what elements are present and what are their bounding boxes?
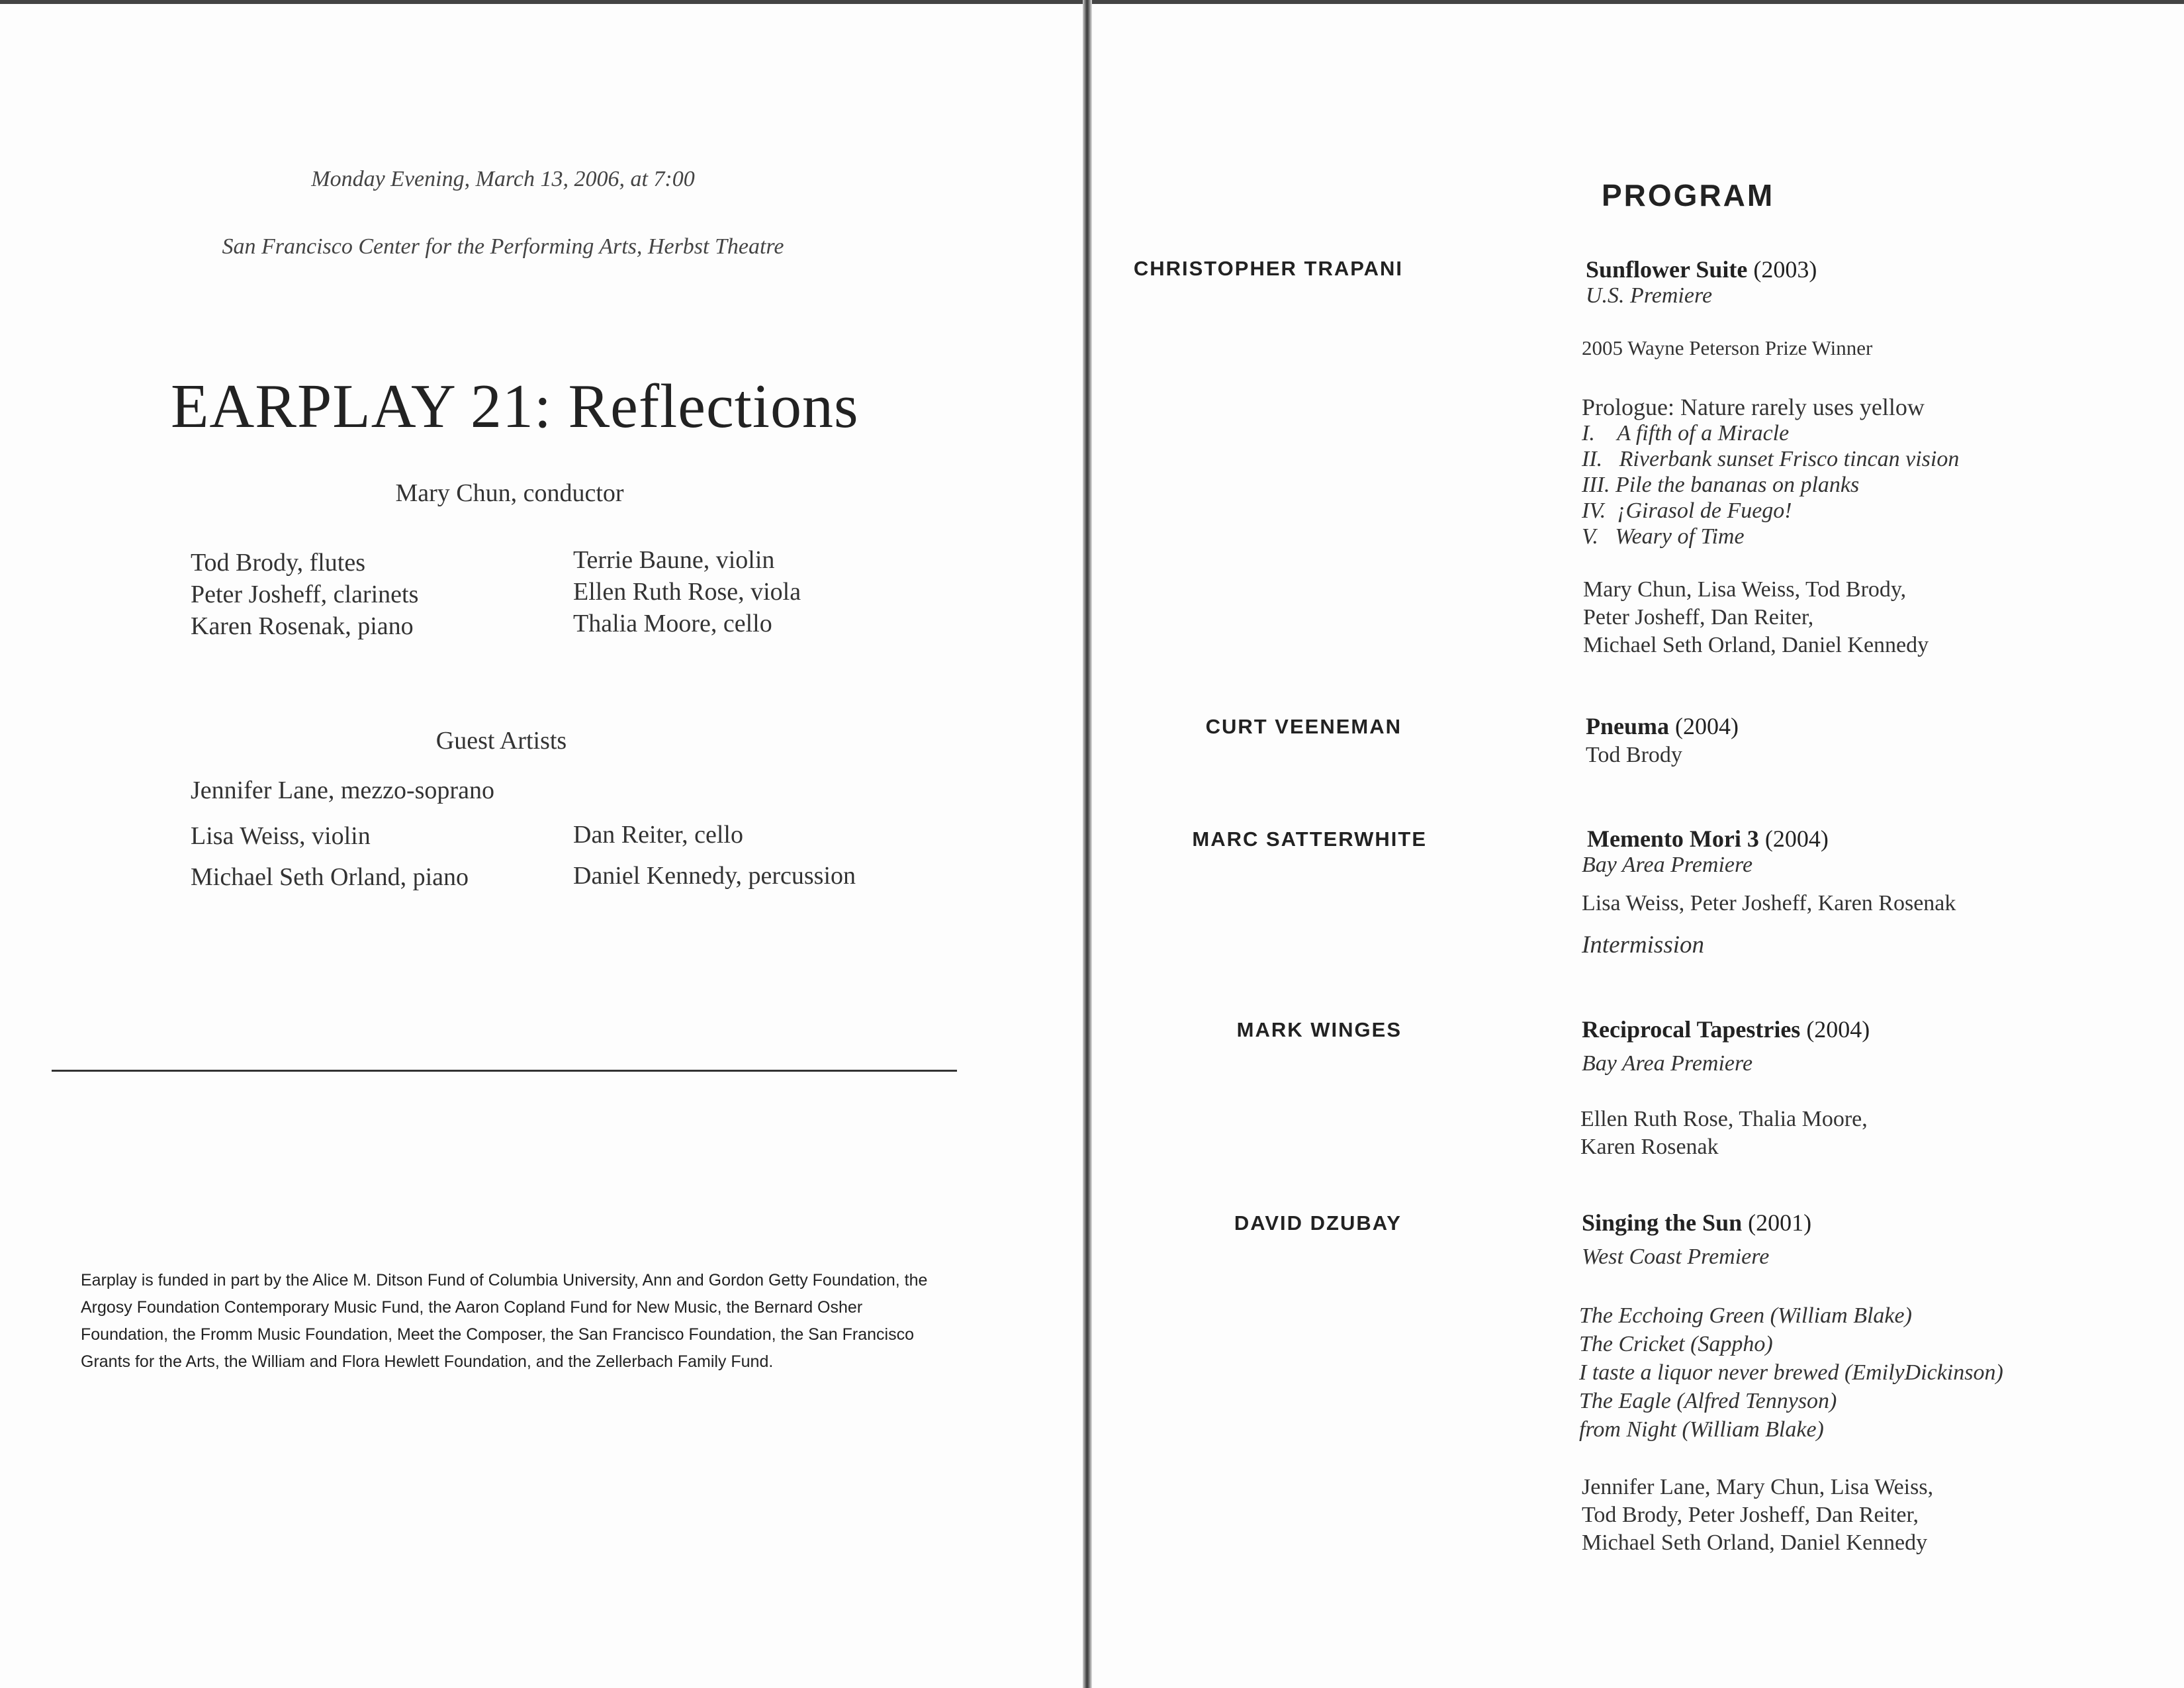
performer-line: Tod Brody, Peter Josheff, Dan Reiter, (1582, 1503, 1919, 1527)
performer-line: Mary Chun, Lisa Weiss, Tod Brody, (1583, 577, 1907, 602)
work-title: Singing the Sun (1582, 1209, 1743, 1236)
work-title-line (1586, 712, 1739, 740)
guest-artists-heading: Guest Artists (435, 727, 567, 755)
performer-line: Michael Seth Orland, Daniel Kennedy (1583, 633, 1929, 657)
composer-name: MARC SATTERWHITE (1192, 827, 1427, 851)
funding-statement: Earplay is funded in part by the Alice M. Ditson Fund of Columbia University, Ann and Gordon Getty Foundation, the Argosy Foundation Contemporary Music Fund, the Aaron Copland Fund for New Music, the Bernard Osher Foundation, the Fromm Music Foundation, Meet the Composer, the San Francisco Foundation, the San Francisco Grants for the Arts, the William and Flora Hewlett Foundation, and the Zellerbach Family Fund. (81, 1271, 928, 1371)
performer-line: Jennifer Lane, Mary Chun, Lisa Weiss, (1582, 1475, 1934, 1499)
divider-rule (52, 1070, 957, 1072)
work-year: (2004) (1675, 713, 1739, 739)
performers (1586, 741, 1682, 769)
conductor: Mary Chun, conductor (395, 479, 624, 507)
ensemble-member: Ellen Ruth Rose, viola (573, 578, 801, 606)
movement: The Cricket (Sappho) (1579, 1332, 1773, 1356)
work-title: Sunflower Suite (1586, 256, 1748, 283)
composer-name: CHRISTOPHER TRAPANI (1133, 257, 1403, 280)
movement: The Eagle (Alfred Tennyson) (1579, 1389, 1837, 1413)
guest-column-1 (191, 816, 469, 898)
guest-artist: Daniel Kennedy, percussion (573, 862, 856, 890)
composer-name: MARK WINGES (1236, 1018, 1402, 1041)
movement: from Night (William Blake) (1579, 1417, 1824, 1442)
ensemble-member: Peter Josheff, clarinets (191, 581, 419, 608)
movement-heading: Prologue: Nature rarely uses yellow (1582, 394, 1925, 420)
guest-artist: Dan Reiter, cello (573, 821, 743, 849)
performers (1582, 1474, 1933, 1557)
work-title: Reciprocal Tapestries (1582, 1016, 1801, 1043)
premiere-label: Bay Area Premiere (1582, 1051, 1753, 1076)
concert-title: EARPLAY 21: Reflections (171, 372, 859, 441)
performer-line: Lisa Weiss, Peter Josheff, Karen Rosenak (1582, 891, 1956, 915)
composer-name: DAVID DZUBAY (1234, 1211, 1402, 1235)
premiere-label: West Coast Premiere (1582, 1244, 1770, 1269)
page-top-edge (0, 0, 1083, 4)
performer-line: Karen Rosenak (1580, 1135, 1719, 1159)
work-title-line (1587, 825, 1829, 853)
performer-line: Peter Josheff, Dan Reiter, (1583, 605, 1814, 630)
performers (1580, 1105, 1868, 1161)
guest-column-2 (573, 814, 856, 896)
performer-line: Michael Seth Orland, Daniel Kennedy (1582, 1530, 1928, 1555)
ensemble-column-1 (191, 547, 418, 642)
performers (1582, 890, 1956, 917)
work-year: (2004) (1764, 825, 1829, 852)
guest-artist: Michael Seth Orland, piano (191, 863, 469, 891)
work-year: (2001) (1748, 1209, 1812, 1236)
composer-name: CURT VEENEMAN (1205, 715, 1402, 738)
performers (1583, 576, 1929, 659)
work-year: (2003) (1753, 256, 1817, 283)
work-title-line (1586, 256, 1817, 283)
movement: II. Riverbank sunset Frisco tincan vision (1582, 447, 1960, 471)
concert-venue: San Francisco Center for the Performing Arts, Herbst Theatre (222, 234, 784, 259)
movement: III. Pile the bananas on planks (1582, 473, 1860, 497)
performer-line: Ellen Ruth Rose, Thalia Moore, (1580, 1107, 1868, 1131)
movement: V. Weary of Time (1582, 524, 1745, 549)
concert-date: Monday Evening, March 13, 2006, at 7:00 (311, 167, 695, 191)
premiere-label: U.S. Premiere (1586, 283, 1713, 308)
guest-artist: Lisa Weiss, violin (191, 822, 371, 850)
right-page (1092, 0, 2184, 1688)
ensemble-member: Thalia Moore, cello (573, 610, 772, 637)
ensemble-member: Terrie Baune, violin (573, 546, 775, 574)
movement: I taste a liquor never brewed (EmilyDickinson) (1579, 1360, 2003, 1385)
work-title: Pneuma (1586, 713, 1669, 739)
work-year: (2004) (1806, 1016, 1870, 1043)
performer-line: Tod Brody (1586, 743, 1682, 767)
work-title: Memento Mori 3 (1587, 825, 1759, 852)
movement-list (1582, 395, 1959, 549)
ensemble-member: Tod Brody, flutes (191, 549, 366, 577)
program-heading: PROGRAM (1602, 178, 1775, 212)
prize-label: 2005 Wayne Peterson Prize Winner (1582, 336, 1873, 359)
left-page (0, 0, 1083, 1688)
premiere-label: Bay Area Premiere (1582, 853, 1753, 877)
movement: I. A fifth of a Miracle (1582, 421, 1790, 445)
movement: IV. ¡Girasol de Fuego! (1582, 498, 1792, 523)
movement: The Ecchoing Green (William Blake) (1579, 1303, 1912, 1328)
work-title-line (1582, 1209, 1811, 1237)
ensemble-column-2 (573, 544, 801, 639)
work-title-line (1582, 1015, 1870, 1043)
page-top-edge (1092, 0, 2184, 4)
intermission-label: Intermission (1582, 931, 1704, 959)
ensemble-member: Karen Rosenak, piano (191, 612, 414, 640)
book-spine (1083, 0, 1092, 1688)
guest-artist-full: Jennifer Lane, mezzo-soprano (191, 776, 494, 804)
movement-list (1579, 1301, 2003, 1444)
